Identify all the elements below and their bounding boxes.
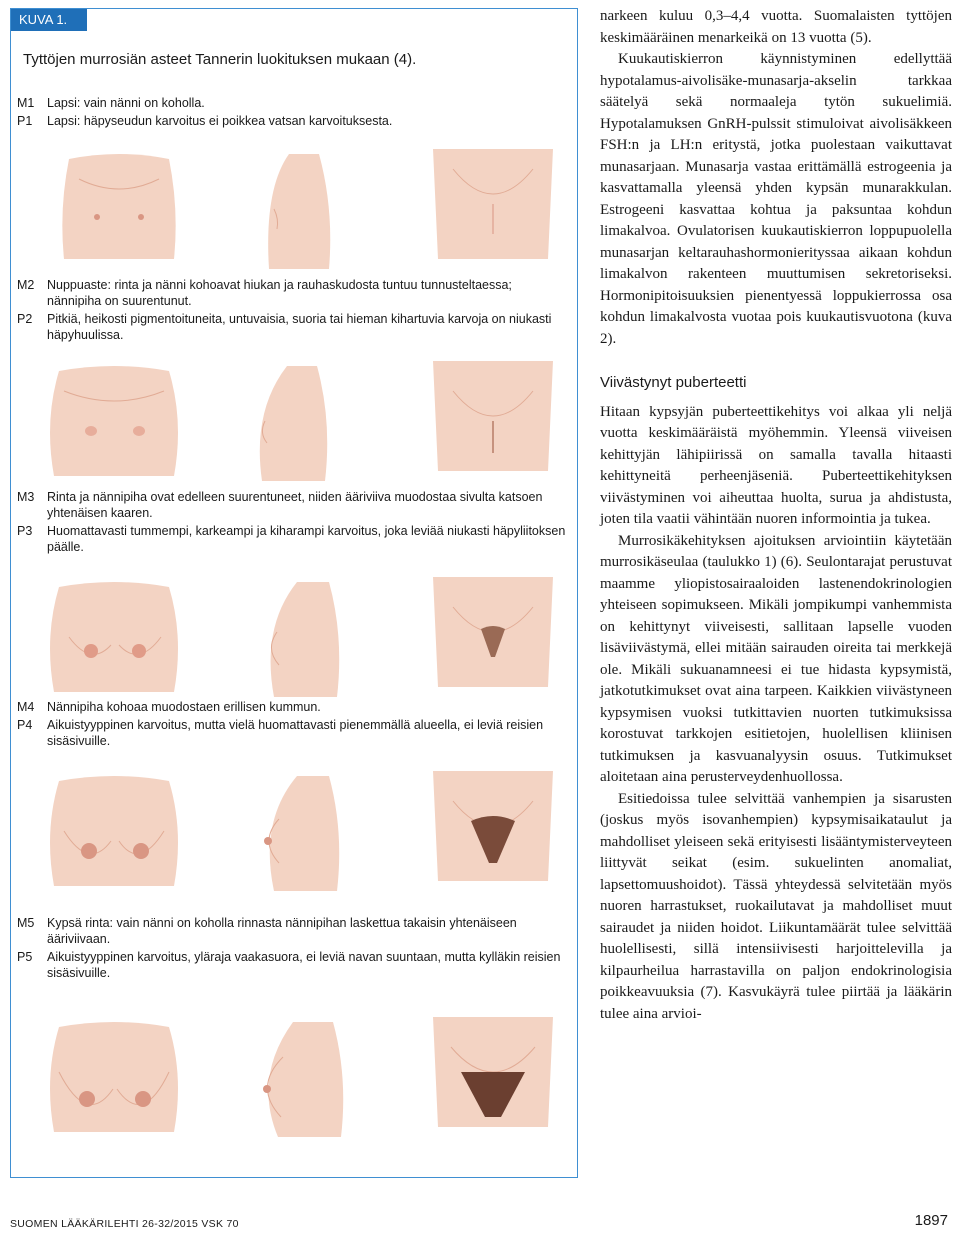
stage-description: Rinta ja nännipiha ovat edelleen suurentuneet, niiden ääriviiva muodostaa sivulta katsoen yhtenäisen kaaren. bbox=[47, 490, 543, 520]
stage-1-front-breast-illustration bbox=[49, 149, 189, 269]
stage-description: Lapsi: häpyseudun karvoitus ei poikkea vatsan karvoituksesta. bbox=[47, 114, 393, 128]
article-paragraph: Kuukautiskierron käynnistyminen edellyttää hypotalamus-aivolisäke-munasarja-akselin tarkkaa säätelyä sekä normaaleja tytön sukuelimiä. Hypotalamuksen GnRH-pulssit stimuloivat aivolisäkkeen FSH:n ja LH:n eritystä, jotka puolestaan vaikuttavat munasarjaan. Munasarja vastaa erittämällä estrogeenia ja kasvattamalla yleensä yhden kypsän munarakkulan. Estrogeeni kasvattaa kohtua ja paksuntaa kohdun limakalvoa. Ovulatorisen kuukautiskierron loppupuolella munasarjan keltarauhashormonierityssaa aikaan kohdun limakalvon rakenteen muuttumisen sekretoriseksi. Hormonipitoisuuksien pienentyessä loppukierrossa osa kohdun limakalvosta vuotaa pois kuukautisvuotona (kuva 2). bbox=[600, 51, 952, 347]
figure-box bbox=[10, 8, 578, 1178]
stage-1-text bbox=[17, 95, 567, 131]
stage-code: P4 bbox=[17, 718, 33, 732]
stage-code: M4 bbox=[17, 700, 35, 714]
figure-tab-label: KUVA 1. bbox=[11, 9, 87, 31]
stage-code: P3 bbox=[17, 524, 33, 538]
stage-5-pubic-illustration bbox=[423, 1017, 563, 1137]
stage-4-pubic-illustration bbox=[423, 771, 563, 891]
figure-title: Tyttöjen murrosiän asteet Tannerin luokituksen mukaan (4). bbox=[23, 51, 417, 68]
stage-3-side-breast-illustration bbox=[259, 577, 349, 697]
stage-2-side-breast-illustration bbox=[247, 361, 337, 481]
stage-2-pubic-illustration bbox=[423, 361, 563, 481]
stage-2-text bbox=[17, 277, 567, 345]
stage-code: M3 bbox=[17, 490, 35, 504]
stage-5-text bbox=[17, 915, 567, 983]
stage-3-text bbox=[17, 489, 567, 557]
stage-3-pubic-illustration bbox=[423, 577, 563, 697]
stage-2-illustrations bbox=[11, 361, 577, 481]
stage-description: Huomattavasti tummempi, karkeampi ja kiharampi karvoitus, joka leviää niukasti häpyliitoksen päälle. bbox=[47, 524, 566, 554]
article-paragraph: narkeen kuluu 0,3–4,4 vuotta. Suomalaisten tyttöjen keskimääräinen menarkeikä on 13 vuotta (5). bbox=[600, 8, 952, 46]
stage-3-front-breast-illustration bbox=[39, 577, 189, 697]
stage-description: Lapsi: vain nänni on koholla. bbox=[47, 96, 205, 110]
stage-code: M1 bbox=[17, 96, 35, 110]
stage-code: P1 bbox=[17, 114, 33, 128]
stage-3-illustrations bbox=[11, 577, 577, 697]
stage-code: P2 bbox=[17, 312, 33, 326]
stage-description: Nännipiha kohoaa muodostaen erillisen kummun. bbox=[47, 700, 321, 714]
stage-5-front-breast-illustration bbox=[39, 1017, 189, 1137]
stage-5-side-breast-illustration bbox=[253, 1017, 353, 1137]
stage-1-pubic-illustration bbox=[423, 149, 563, 269]
stage-code: P5 bbox=[17, 950, 33, 964]
stage-code: M5 bbox=[17, 916, 35, 930]
stage-4-side-breast-illustration bbox=[259, 771, 349, 891]
stage-5-illustrations bbox=[11, 1017, 577, 1137]
stage-code: M2 bbox=[17, 278, 35, 292]
article-paragraph: Hitaan kypsyjän puberteettikehitys voi alkaa yli neljä vuotta keskimääräistä myöhemmin. Yleensä viiveisen kehittyjän lähipiirissä on samalla tavalla hitaasti kehittyneitä perheenjäseniä. Puberteettikehityksen viivästyminen voi aiheuttaa huolta, surua ja ahdistusta, joten tila vaatii vähintään nuoren informointia ja tukea. bbox=[600, 403, 952, 527]
stage-4-illustrations bbox=[11, 771, 577, 891]
section-heading: Viivästynyt puberteetti bbox=[600, 374, 747, 391]
article-paragraph: Murrosikäkehityksen ajoituksen arviointiin käytetään murrosikäseulaa (taulukko 1) (6). Seulontarajat perustuvat maamme yliopistosairaaloiden lastenendokrinologien yhteiseen sopimukseen. Mikäli jompikumpi vanhemmista on kehittynyt viiveisesti, sallitaan lapselle vuoden lisäviivästymä, ellei mitään sairauden oireita tai merkkejä ole. Mikäli sukuanamneesi ei tue hidasta kypsymistä, jatkotutkimukset ovat aina tarpeen. Kaikkien viivästyneen kypsymisen vuoksi tutkittavien nuorten tutkimuksissa korostuvat tarkkojen esitietojen, huolellisen kliinisen tutkimuksen ja kasvuanalyysin osuus. Tutkimukset aloitetaan aina perusterveydenhuollossa. bbox=[600, 532, 952, 785]
journal-footer: SUOMEN LÄÄKÄRILEHTI 26-32/2015 VSK 70 bbox=[10, 1218, 239, 1230]
stage-description: Aikuistyyppinen karvoitus, yläraja vaakasuora, ei leviä navan suuntaan, mutta kylläkin reisien sisäsivuille. bbox=[47, 950, 561, 980]
page-number: 1897 bbox=[914, 1212, 948, 1229]
article-paragraph: Esitiedoissa tulee selvittää vanhempien ja sisarusten (joskus myös isovanhempien) kypsymisaikataulut ja mahdolliset yleiseen sekä erityisesti lisääntymisterveyteen liittyvät seikat (esim. sukuelinten anomaliat, lapsettomuushoidot). Tässä yhteydessä selvitetään myös nuoren harrastukset, ruokailutavat ja mahdolliset muut sairaudet ja niiden hoidot. Liikuntamäärät tulee selvittää huolellisesti, sillä intensiivisesti harjoittelevilla ja kilpaurheilua harrastavilla on paljon endokrinologisia poikkeavuuksia (7). Kasvukäyrä tulee piirtää ja lääkärin tulee aina arvioi- bbox=[600, 790, 952, 1022]
stage-2-front-breast-illustration bbox=[39, 361, 189, 481]
stage-description: Pitkiä, heikosti pigmentoituneita, untuvaisia, suoria tai hieman kihartuvia karvoja on niukasti häpyhuulissa. bbox=[47, 312, 552, 342]
stage-description: Kypsä rinta: vain nänni on koholla rinnasta nännipihan laskettua takaisin yhtenäiseen ääriviivaan. bbox=[47, 916, 517, 946]
stage-1-illustrations bbox=[11, 149, 577, 269]
stage-1-side-breast-illustration bbox=[259, 149, 339, 269]
stage-4-front-breast-illustration bbox=[39, 771, 189, 891]
article-column bbox=[600, 6, 952, 1025]
stage-4-text bbox=[17, 699, 567, 751]
stage-description: Nuppuaste: rinta ja nänni kohoavat hiukan ja rauhaskudosta tuntuu tunnusteltaessa; nännipiha on suurentunut. bbox=[47, 278, 512, 308]
stage-description: Aikuistyyppinen karvoitus, mutta vielä huomattavasti pienemmällä alueella, ei leviä reisien sisäsivuille. bbox=[47, 718, 544, 748]
